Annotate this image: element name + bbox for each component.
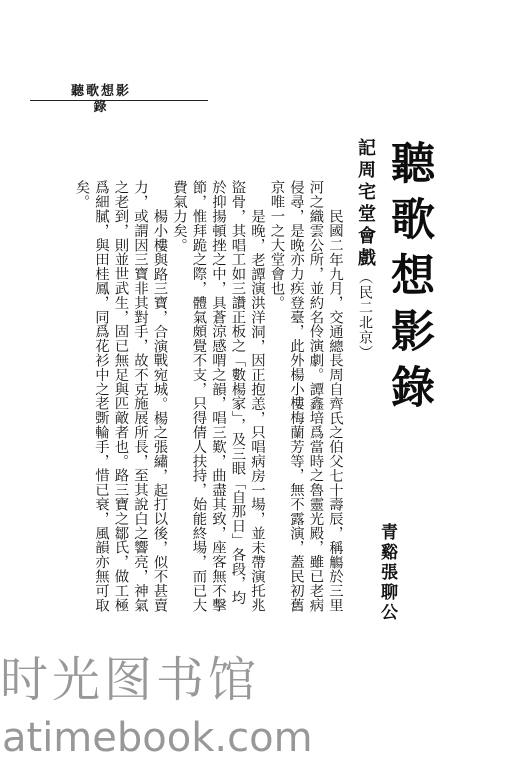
book-title: 聽歌想影錄	[383, 140, 434, 420]
watermark-chinese: 时光图书馆	[0, 652, 261, 708]
running-head: 聽歌想影錄	[70, 84, 131, 115]
author-byline: 青谿張聊公	[377, 523, 397, 623]
body-text	[40, 180, 344, 615]
section-title-text: 記周宅堂會戲	[355, 138, 376, 270]
body-paragraph: 是晚，老譚演洪洋洞，因正抱恙，只唱病房一場，並未帶演托兆盜骨，其唱工如三讚正板之「數楊家」，及三眼「自那日」各段，均於抑揚頓挫之中，具蒼涼感喟之韻，唱三歎，曲盡其致，座客無不擊節，惟拜跪之際，體氣頗覺不支，只得倩人扶持，始能終場，而已大費氣力矣。	[171, 180, 265, 612]
running-head-rule	[30, 100, 208, 101]
section-note: （民二北京）	[357, 270, 373, 360]
watermark-url: atimebook.com	[2, 715, 313, 761]
body-paragraph: 楊小樓與路三寶，合演戰宛城。楊之張繡，起打以後，似不甚賣力，或謂因三寶非其對手，故不克施展所長，至其說白之響亮，神氣之老到，則並世武生，固已無足與匹敵者也。路三寶之鄒氏，做工極爲細膩，與田桂鳳，同爲花衫中之老斲輪手，惜已衰，風韻亦無可取矣。	[73, 180, 168, 612]
watermark	[0, 652, 524, 768]
section-title	[354, 138, 376, 360]
body-paragraph: 民國二年九月，交通總長周自齊氏之伯父七十壽辰，稱觴於三里河之織雲公所，並約名伶演劇。譚鑫培爲當時之魯靈光殿，雖已老病侵尋，是晚亦力疾登臺，此外楊小樓梅蘭芳等，無不露演，蓋民初舊京唯一之大堂會也。	[268, 180, 343, 612]
